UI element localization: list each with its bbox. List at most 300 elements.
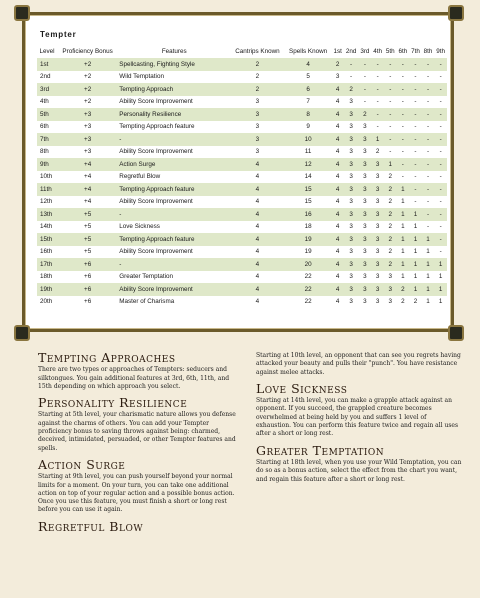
column-header: Cantrips Known [235, 48, 280, 55]
spell-slot-cell: 1 [401, 248, 405, 256]
spell-slot-cell: 1 [409, 283, 422, 296]
column-header: Spells Known [289, 48, 328, 55]
proficiency-cell: +3 [84, 148, 92, 156]
table-row [37, 146, 447, 159]
spell-slot-cell: 4 [332, 183, 344, 196]
proficiency-cell: +5 [84, 223, 92, 231]
spells-known-cell: 19 [285, 233, 332, 246]
table-row [37, 71, 447, 84]
cantrips-cell: 2 [230, 83, 284, 96]
table-row [37, 258, 447, 271]
spells-known-cell: 20 [285, 258, 332, 271]
table-row [37, 183, 447, 196]
spell-slot-cell: 3 [363, 198, 367, 206]
spell-slot-cell: 3 [388, 273, 393, 281]
spell-slot-cell: 3 [375, 173, 380, 181]
frame-corner-ornament [14, 325, 30, 341]
feature-cell: Tempting Approach feature [119, 123, 195, 131]
table-row [37, 83, 447, 96]
spell-slot-cell: 1 [401, 198, 405, 206]
cantrips-cell: 2 [255, 73, 260, 81]
cantrips-cell: 4 [255, 273, 260, 281]
level-cell: 2nd [40, 73, 51, 81]
spell-slot-cell: 2 [384, 233, 397, 246]
spell-slot-cell: 4 [335, 98, 340, 106]
spell-slot-cell: 4 [335, 223, 340, 231]
feature-cell: - [118, 133, 230, 146]
feature-cell: Personality Resilience [118, 108, 230, 121]
table-title: Tempter [40, 30, 77, 39]
table-header-row [37, 45, 447, 58]
spell-slot-cell: - [350, 73, 353, 81]
spell-slot-cell: - [434, 133, 447, 146]
spell-slot-cell: 3 [375, 298, 380, 306]
spell-slot-cell: 3 [358, 158, 371, 171]
spell-slot-cell: - [409, 83, 422, 96]
spell-slot-cell: - [414, 173, 417, 181]
spell-slot-cell: 3 [371, 183, 384, 196]
table-row [37, 221, 447, 234]
spells-known-cell: 11 [304, 148, 312, 156]
table-row [37, 158, 447, 171]
spell-slot-cell: 3 [388, 298, 393, 306]
section-heading: Personality Resilience [38, 395, 188, 411]
level-cell: 17th [37, 258, 57, 271]
spell-slot-cell: - [389, 73, 392, 81]
cantrips-cell: 4 [230, 208, 284, 221]
spell-slot-cell: 1 [426, 248, 430, 256]
spell-slot-cell: 1 [426, 298, 430, 306]
spell-slot-cell: 3 [358, 183, 371, 196]
spell-slot-cell: 3 [349, 148, 353, 156]
spell-slot-cell: 2 [375, 148, 380, 156]
cantrips-cell: 4 [230, 283, 284, 296]
spell-slot-cell: 1 [401, 273, 405, 281]
spell-slot-cell: 3 [375, 248, 380, 256]
feature-cell: Love Sickness [119, 223, 160, 231]
spells-known-cell: 22 [285, 283, 332, 296]
level-cell: 8th [40, 148, 49, 156]
spell-slot-cell: 4 [335, 248, 340, 256]
frame-corner-ornament [448, 325, 464, 341]
spell-slot-cell: 4 [332, 283, 344, 296]
cantrips-cell: 4 [230, 233, 284, 246]
spell-slot-cell: - [389, 98, 392, 106]
level-cell: 3rd [37, 83, 57, 96]
spell-slot-cell: 3 [384, 283, 397, 296]
spell-slot-cell: 4 [335, 298, 340, 306]
spell-slot-cell: 4 [332, 208, 344, 221]
feature-cell: Tempting Approach feature [118, 233, 230, 246]
spell-slot-cell: - [426, 73, 430, 81]
spells-known-cell: 15 [285, 183, 332, 196]
spell-slot-cell: - [401, 173, 404, 181]
column-header: 1st [333, 48, 342, 55]
proficiency-cell: +4 [84, 198, 92, 206]
spells-known-cell: 6 [285, 83, 332, 96]
table-row [37, 58, 447, 71]
table-row [37, 233, 447, 246]
spell-slot-cell: 4 [332, 158, 344, 171]
spell-slot-cell: - [409, 158, 422, 171]
feature-cell: Greater Temptation [119, 273, 174, 281]
spell-slot-cell: - [371, 83, 384, 96]
spell-slot-cell: 4 [332, 258, 344, 271]
spell-slot-cell: 3 [358, 133, 371, 146]
section-body-text: Starting at 18th level, when you use your Wild Temptation, you can do so as a bonus action, select the effect from the chart you want, and regain this feature after a short or long rest. [256, 458, 462, 483]
feature-cell: Ability Score Improvement [119, 98, 193, 106]
spell-slot-cell: 3 [358, 233, 371, 246]
spell-slot-cell: - [422, 83, 435, 96]
cantrips-cell: 4 [230, 258, 284, 271]
spell-slot-cell: 4 [332, 108, 344, 121]
spell-slot-cell: 2 [388, 223, 393, 231]
column-header: Proficiency Bonus [62, 48, 113, 55]
spell-slot-cell: 3 [371, 283, 384, 296]
spell-slot-cell: 3 [349, 248, 353, 256]
spell-slot-cell: 4 [335, 173, 340, 181]
table-row [37, 121, 447, 134]
feature-cell: Master of Charisma [119, 298, 175, 306]
spells-known-cell: 8 [285, 108, 332, 121]
cantrips-cell: 3 [255, 123, 260, 131]
spell-slot-cell: 1 [422, 233, 435, 246]
spell-slot-cell: 3 [349, 298, 353, 306]
table-row [37, 196, 447, 209]
left-text-column [38, 350, 244, 535]
table-row [37, 171, 447, 184]
proficiency-cell: +3 [57, 108, 118, 121]
section-heading: Love Sickness [256, 380, 348, 396]
cantrips-cell: 4 [255, 223, 260, 231]
feature-cell: Regretful Blow [119, 173, 161, 181]
spell-slot-cell: - [434, 183, 447, 196]
spell-slot-cell: 2 [384, 208, 397, 221]
spell-slot-cell: 2 [358, 108, 371, 121]
spells-known-cell: 12 [285, 158, 332, 171]
spell-slot-cell: 3 [349, 198, 353, 206]
spell-slot-cell: 2 [413, 298, 418, 306]
spells-known-cell: 14 [304, 173, 312, 181]
spell-slot-cell: 3 [375, 273, 380, 281]
feature-cell: Spellcasting, Fighting Style [118, 58, 230, 71]
level-cell: 12th [40, 198, 53, 206]
section-heading: Greater Temptation [256, 442, 385, 458]
spell-slot-cell: - [422, 133, 435, 146]
spell-slot-cell: 2 [397, 283, 410, 296]
column-header: Features [161, 48, 187, 55]
spell-slot-cell: - [426, 223, 430, 231]
cantrips-cell: 3 [230, 133, 284, 146]
spell-slot-cell: - [439, 198, 442, 206]
spell-slot-cell: 3 [349, 273, 353, 281]
spell-slot-cell: 3 [358, 258, 371, 271]
spells-known-cell: 16 [285, 208, 332, 221]
spell-slot-cell: - [409, 133, 422, 146]
spell-slot-cell: - [401, 123, 404, 131]
feature-cell: Ability Score Improvement [119, 198, 193, 206]
feature-cell: Tempting Approach feature [118, 183, 230, 196]
spell-slot-cell: 3 [344, 208, 359, 221]
proficiency-cell: +5 [57, 208, 118, 221]
cantrips-cell: 4 [255, 173, 260, 181]
proficiency-cell: +2 [84, 98, 92, 106]
section-body-text: There are two types or approaches of Tempters: seducers and silktongues. You gain additional features at 3rd, 6th, 11th, and 15th depending on which approach you select. [38, 366, 230, 390]
spell-slot-cell: - [397, 58, 410, 71]
spell-slot-cell: 3 [371, 208, 384, 221]
spell-slot-cell: - [363, 98, 366, 106]
spell-slot-cell: - [422, 58, 435, 71]
spell-slot-cell: 3 [363, 148, 367, 156]
proficiency-cell: +4 [57, 158, 118, 171]
table-row [37, 108, 447, 121]
table-row [37, 296, 447, 309]
spell-slot-cell: - [426, 198, 430, 206]
spell-slot-cell: 4 [335, 148, 340, 156]
spell-slot-cell: - [426, 148, 430, 156]
spell-slot-cell: 3 [349, 173, 353, 181]
table-row [37, 246, 447, 259]
spell-slot-cell: 4 [335, 273, 340, 281]
spell-slot-cell: 1 [409, 233, 422, 246]
spell-slot-cell: 3 [363, 223, 367, 231]
right-text-column [256, 352, 462, 492]
spells-known-cell: 19 [304, 248, 312, 256]
proficiency-cell: +2 [57, 58, 118, 71]
spell-slot-cell: - [401, 73, 404, 81]
level-cell: 14th [40, 223, 53, 231]
spell-slot-cell: - [371, 108, 384, 121]
spell-slot-cell: 2 [384, 183, 397, 196]
spell-slot-cell: 1 [434, 258, 447, 271]
spell-slot-cell: - [384, 58, 397, 71]
feature-cell: - [118, 258, 230, 271]
spell-slot-cell: - [376, 73, 379, 81]
section-body-text: Starting at 14th level, you can make a grapple attack against an opponent. If you succeed, the grappled creature becomes overwhelmed at being held by you and suffers 1 level of exhaustion. You can perform this feature twice and regain all uses after a short or long rest. [256, 397, 459, 438]
spell-slot-cell: 3 [349, 223, 353, 231]
spell-slot-cell: - [384, 108, 397, 121]
spells-known-cell: 7 [306, 98, 310, 106]
section-heading: Regretful Blow [38, 518, 144, 534]
spell-slot-cell: 1 [384, 158, 397, 171]
spell-slot-cell: - [397, 133, 410, 146]
spell-slot-cell: 1 [426, 273, 430, 281]
spell-slot-cell: 1 [413, 273, 418, 281]
spell-slot-cell: - [371, 58, 384, 71]
section-body-text: Starting at 9th level, you can push yourself beyond your normal limits for a moment. On your turn, you can take one additional action on top of your regular action and a possible bonus action. Once you use this feature, you must finish a short or long rest before you can use it again. [38, 473, 235, 514]
spell-slot-cell: - [422, 183, 435, 196]
spell-slot-cell: - [376, 123, 379, 131]
feature-cell: Ability Score Improvement [119, 248, 193, 256]
spell-slot-cell: - [439, 223, 442, 231]
spell-slot-cell: 4 [332, 233, 344, 246]
spell-slot-cell: 3 [371, 233, 384, 246]
feature-cell: - [118, 208, 230, 221]
spell-slot-cell: 3 [344, 283, 359, 296]
spell-slot-cell: - [434, 108, 447, 121]
spell-slot-cell: 4 [332, 133, 344, 146]
section-heading: Action Surge [38, 456, 126, 472]
proficiency-cell: +4 [84, 173, 92, 181]
spell-slot-cell: 1 [397, 233, 410, 246]
spell-slot-cell: - [409, 58, 422, 71]
spell-slot-cell: 1 [438, 273, 443, 281]
proficiency-cell: +3 [84, 123, 92, 131]
spell-slot-cell: - [397, 83, 410, 96]
spell-slot-cell: - [439, 248, 442, 256]
spell-slot-cell: 1 [397, 258, 410, 271]
cantrips-cell: 3 [255, 148, 260, 156]
spell-slot-cell: - [389, 123, 392, 131]
spell-slot-cell: - [434, 158, 447, 171]
level-cell: 9th [37, 158, 57, 171]
spell-slot-cell: 1 [409, 208, 422, 221]
cantrips-cell: 3 [230, 108, 284, 121]
column-header: 8th [423, 48, 433, 55]
spell-slot-cell: - [409, 108, 422, 121]
spell-slot-cell: - [401, 98, 404, 106]
spell-slot-cell: 3 [349, 123, 353, 131]
section-body-text: Starting at 10th level, an opponent that can see you regrets having attacked your beauty and pulls their "punch". You have resistance against melee attacks. [256, 352, 461, 376]
spell-slot-cell: 1 [397, 208, 410, 221]
column-header: 2nd [345, 48, 357, 55]
level-cell: 15th [37, 233, 57, 246]
column-header: Level [39, 48, 55, 55]
frame-corner-ornament [14, 5, 30, 21]
column-header: 4th [373, 48, 383, 55]
level-cell: 6th [40, 123, 49, 131]
spell-slot-cell: 3 [344, 183, 359, 196]
spell-slot-cell: - [426, 173, 430, 181]
spell-slot-cell: 1 [422, 258, 435, 271]
proficiency-cell: +6 [84, 298, 92, 306]
level-cell: 13th [37, 208, 57, 221]
spell-slot-cell: 4 [335, 123, 340, 131]
spell-slot-cell: - [384, 133, 397, 146]
spell-slot-cell: 3 [358, 208, 371, 221]
proficiency-cell: +6 [84, 273, 92, 281]
spell-slot-cell: 3 [371, 258, 384, 271]
spell-slot-cell: 3 [344, 158, 359, 171]
spells-known-cell: 18 [304, 223, 312, 231]
level-cell: 7th [37, 133, 57, 146]
spells-known-cell: 22 [304, 273, 312, 281]
spells-known-cell: 15 [304, 198, 312, 206]
spell-slot-cell: - [414, 198, 417, 206]
table-row [37, 96, 447, 109]
spell-slot-cell: - [358, 58, 371, 71]
spell-slot-cell: 1 [409, 258, 422, 271]
cantrips-cell: 4 [255, 198, 260, 206]
spell-slot-cell: 1 [401, 223, 405, 231]
spell-slot-cell: 2 [388, 248, 393, 256]
spell-slot-cell: 3 [375, 223, 380, 231]
column-header: 9th [436, 48, 446, 55]
spells-known-cell: 9 [306, 123, 310, 131]
spell-slot-cell: - [401, 148, 404, 156]
proficiency-cell: +6 [57, 258, 118, 271]
level-cell: 18th [40, 273, 53, 281]
section-body-text: Starting at 5th level, your charismatic nature allows you defense against the charms of others. You can add your Tempter proficiency bonus to saving throws against being: charmed, deceived, intimidated, persuaded, or other Tempter features and spells. [38, 411, 236, 452]
spell-slot-cell: 2 [388, 198, 393, 206]
spell-slot-cell: - [439, 123, 442, 131]
feature-cell: Wild Temptation [119, 73, 164, 81]
proficiency-cell: +5 [84, 248, 92, 256]
spell-slot-cell: - [439, 148, 442, 156]
cantrips-cell: 2 [230, 58, 284, 71]
spell-slot-cell: 3 [363, 273, 367, 281]
proficiency-cell: +2 [84, 73, 92, 81]
table-row [37, 133, 447, 146]
spell-slot-cell: - [439, 173, 442, 181]
table-row [37, 283, 447, 296]
level-cell: 20th [40, 298, 53, 306]
proficiency-cell: +5 [57, 233, 118, 246]
spell-slot-cell: 3 [344, 133, 359, 146]
spell-slot-cell: 2 [384, 258, 397, 271]
spell-slot-cell: - [426, 98, 430, 106]
table-row [37, 208, 447, 221]
spell-slot-cell: 3 [363, 123, 367, 131]
table-row [37, 271, 447, 284]
spell-slot-cell: - [397, 108, 410, 121]
column-header: 6th [398, 48, 408, 55]
spell-slot-cell: - [414, 148, 417, 156]
spell-slot-cell: 3 [335, 73, 340, 81]
table-body [37, 58, 447, 308]
class-progression-table [37, 45, 447, 308]
spell-slot-cell: 2 [344, 83, 359, 96]
level-cell: 1st [37, 58, 57, 71]
spell-slot-cell: - [414, 73, 417, 81]
feature-cell: Action Surge [118, 158, 230, 171]
spell-slot-cell: 1 [371, 133, 384, 146]
spells-known-cell: 22 [304, 298, 312, 306]
column-header: 3rd [360, 48, 370, 55]
cantrips-cell: 4 [230, 183, 284, 196]
spell-slot-cell: 1 [422, 283, 435, 296]
spell-slot-cell: - [434, 233, 447, 246]
spells-known-cell: 5 [306, 73, 310, 81]
proficiency-cell: +2 [57, 83, 118, 96]
spell-slot-cell: 3 [349, 98, 353, 106]
proficiency-cell: +4 [57, 183, 118, 196]
spell-slot-cell: - [426, 123, 430, 131]
spell-slot-cell: 2 [401, 298, 405, 306]
cantrips-cell: 4 [255, 248, 260, 256]
spell-slot-cell: 3 [358, 283, 371, 296]
level-cell: 19th [37, 283, 57, 296]
cantrips-cell: 4 [230, 158, 284, 171]
spell-slot-cell: - [363, 73, 366, 81]
spell-slot-cell: - [422, 158, 435, 171]
spell-slot-cell: 3 [344, 108, 359, 121]
feature-cell: Ability Score Improvement [119, 148, 193, 156]
level-cell: 5th [37, 108, 57, 121]
spell-slot-cell: 1 [438, 298, 443, 306]
spell-slot-cell: 3 [371, 158, 384, 171]
spell-slot-cell: 2 [332, 58, 344, 71]
spells-known-cell: 4 [285, 58, 332, 71]
spells-known-cell: 10 [285, 133, 332, 146]
spell-slot-cell: - [439, 73, 442, 81]
spell-slot-cell: 3 [363, 298, 367, 306]
level-cell: 11th [37, 183, 57, 196]
spell-slot-cell: 1 [397, 183, 410, 196]
spell-slot-cell: 1 [434, 283, 447, 296]
spell-slot-cell: - [384, 83, 397, 96]
spell-slot-cell: 1 [413, 248, 418, 256]
